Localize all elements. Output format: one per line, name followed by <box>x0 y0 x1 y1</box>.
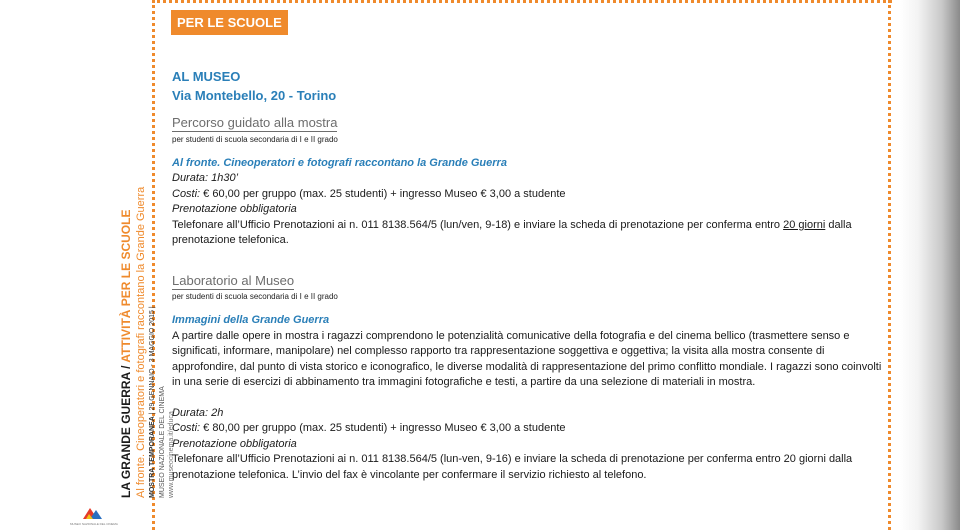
booking-instructions: Telefonare all’Ufficio Prenotazioni ai n. 011 8138.564/5 (lun-ven, 9-16) e inviare la scheda di prenotazione per conferma entro 20 giorni dalla prenotazione telefonica. L’invio del fax è vincolante per confermare il servizio richiesto al telefono. <box>172 453 853 481</box>
activity-title: Al fronte. Cineoperatori e fotografi raccontano la Grande Guerra <box>172 156 507 169</box>
cost-text <box>172 421 887 437</box>
venue-heading: AL MUSEO <box>172 69 241 84</box>
cost-label: Costi: <box>172 187 201 200</box>
cost-value: € 60,00 per gruppo (max. 25 studenti) + ingresso Museo € 3,00 a studente <box>200 187 566 200</box>
sidebar-title-main: LA GRANDE GUERRA / <box>119 365 133 498</box>
booking-deadline: 20 giorni <box>783 218 826 231</box>
museum-logo-caption: MUSEO NAZIONALE DEL CINEMA <box>70 522 118 526</box>
main-content <box>172 67 887 483</box>
sidebar-title <box>119 187 134 498</box>
booking-required-text: Prenotazione obbligatoria <box>172 437 297 450</box>
page-edge-shadow <box>900 0 960 530</box>
sidebar-museum-name: MUSEO NAZIONALE DEL CINEMA <box>159 386 166 498</box>
activity-title: Immagini della Grande Guerra <box>172 314 330 326</box>
booking-instructions-part1: Telefonare all’Ufficio Prenotazioni ai n. 011 8138.564/5 (lun/ven, 9-18) e inviare la scheda di prenotazione per conferma entro <box>172 218 784 231</box>
activity-description: A partire dalle opere in mostra i ragazzi comprendono le potenzialità comunicative della fotografia e del cinema bellico (trasmettere senso e significati, informare, manipolare) nel complesso rapporto tra rappresentazione soggettiva e oggettiva; la visita alla mostra consente di approfondire, dal punto di vista storico e iconografico, le diverse modalità di rappresentazione del primo conflitto mondiale. I ragazzi sono coinvolti in una serie di esercizi di abbinamento tra immagini fotografiche e testi, a partire da una selezione di materiali in mostra. <box>172 329 882 388</box>
museum-logo-icon <box>81 505 105 521</box>
sidebar-subtitle: Al fronte. Cineoperatori e fotografi raccontano la Grande Guerra <box>135 186 147 498</box>
section-title: Laboratorio al Museo <box>172 272 295 288</box>
section-tab-label: PER LE SCUOLE <box>171 10 288 35</box>
sidebar-vertical-text <box>119 187 176 498</box>
dotted-border-top <box>152 0 892 3</box>
section-guided-tour <box>172 115 887 249</box>
booking-instructions-part2: dalla prenotazione telefonica. <box>172 218 852 246</box>
sidebar-exhibition-type: MOSTRA TEMPORANEA <box>149 416 156 498</box>
booking-instructions <box>172 218 887 249</box>
venue-address: Via Montebello, 20 - Torino <box>172 88 337 103</box>
sidebar-website: www.museocinema.it/educa <box>168 411 175 498</box>
cost-label: Costi: <box>172 422 201 434</box>
sidebar-exhibition-dates <box>148 187 158 498</box>
dotted-border-right <box>888 0 891 530</box>
cost-text <box>172 187 887 203</box>
section-subtitle: per studenti di scuola secondaria di I e II grado <box>172 292 338 301</box>
sidebar-title-accent: ATTIVITÀ PER LE SCUOLE <box>119 209 133 366</box>
duration-text: Durata: 2h <box>172 406 224 419</box>
sidebar-dates: | 29 GENNAIO - 3 MAGGIO 2015 | <box>149 306 156 417</box>
duration-text: Durata: 1h30’ <box>172 172 239 184</box>
section-workshop <box>172 273 887 484</box>
section-subtitle: per studenti di scuola secondaria di I e II grado <box>172 134 338 144</box>
section-title: Percorso guidato alla mostra <box>172 115 338 130</box>
cost-value: € 80,00 per gruppo (max. 25 studenti) + ingresso Museo € 3,00 a studente <box>200 422 566 434</box>
booking-required-text: Prenotazione obbligatoria <box>172 203 297 215</box>
